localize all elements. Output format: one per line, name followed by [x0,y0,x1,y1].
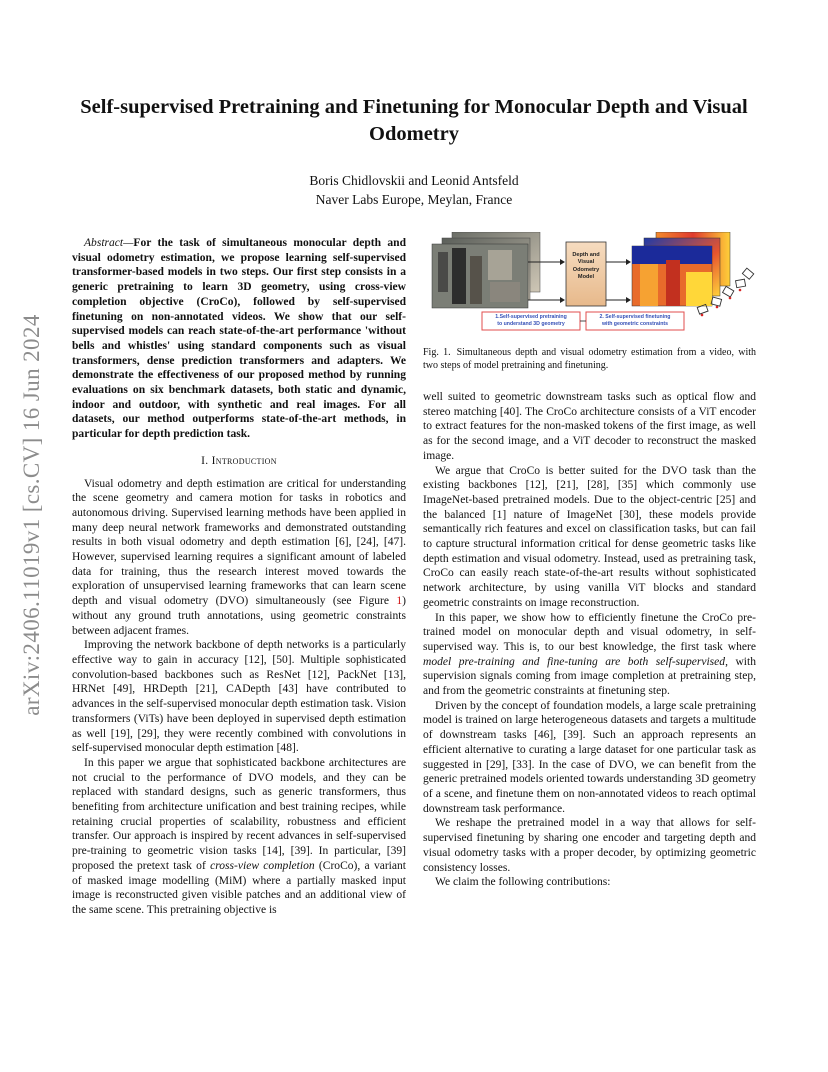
right-paragraph-3: Driven by the concept of foundation models, a large scale pretraining model is trained on large heterogeneous datasets and targets a multitude of downstream tasks [46], [39]. Such an approach represents an efficient alternative to curating a large dataset for one particular task as suggested in [29], [33]. In the case of DVO, we can benefit from the generic pretrained models oriented towards understanding 3D geometry of a scene, and finetune them on non-annotated videos to reach optimal downstream task performance. [423,699,756,815]
intro-paragraph-1: Visual odometry and depth estimation are critical for understanding the scene geometry and camera motion for tasks in robotics and autonomous driving. Supervised learning methods have been applied in many deep neural network frameworks and demonstrated outstanding results in both visual odometry and depth estimation [6], [24], [47]. However, supervised learning requires a significant amount of labeled data for training, thus the research interest moved towards the exploration of unsupervised learning frameworks that can learn scene depth and visual odometry (DVO) simultaneously (see Figure 1) without any ground truth annotations, using geometric constraints between adjacent frames. [72,477,406,637]
right-paragraph-5: We claim the following contributions: [435,876,611,889]
figure-label: Fig. 1. [423,347,451,358]
author-block [70,171,758,209]
figure-link[interactable]: 1 [396,595,403,608]
right-paragraph-2: In this paper, we show how to efficiently finetune the CroCo pre-trained model on monocular depth and visual odometry, in self-supervised way. This is, to our best knowledge, the first task where model pre-training and fine-tuning are both self-supervised, with supervision signals coming from image completion at pretraining step, and from the geometric constraints at finetuning step. [423,611,756,698]
right-paragraph-0: well suited to geometric downstream tasks such as optical flow and stereo matching [40]. The CroCo architecture consists of a ViT encoder to extract features for the non-masked tokens of the first image, as well as for the second image, and a ViT decoder to reconstruct the masked image. [423,391,756,462]
arxiv-sidebar [14,280,50,750]
authors: Boris Chidlovskii and Leonid Antsfeld [309,173,519,188]
right-paragraph-4: We reshape the pretrained model in a way that allows for self-supervised finetuning by sharing one encoder and targeting depth and visual odometry tasks with a proper decoder, by optimizing geometric consistency losses. [423,817,756,874]
paper-title: Self-supervised Pretraining and Finetuning for Monocular Depth and Visual Odometry [80,96,748,145]
left-column [72,236,406,918]
figure-1-caption [423,347,756,372]
right-column [423,390,756,890]
step2-label: 2. Self-supervised finetuning with geometric constraints [599,314,671,327]
abstract-label: Abstract— [84,237,134,249]
step1-label: 1.Self-supervised pretraining to understand 3D geometry [495,314,567,327]
intro-paragraph-3: In this paper we argue that sophisticated backbone architectures are not crucial to the performance of DVO models, and they can be replaced with standard designs, such as generic transformers, thus benefiting from architecture unification and best training recipes, while retaining crucial properties of scalability, robustness and efficient transfer. Our approach is inspired by recent advances in self-supervised pre-training to geometric vision tasks [14], [39]. In particular, [39] proposed the pretext task of cross-view completion (CroCo), a variant of masked image modelling (MiM) where a partially masked input image is reconstructed given visible patches and an additional view of the same scene. This pretraining objective is [72,756,406,916]
section-heading-introduction: I. Introduction [201,454,277,467]
figure-caption-text: Simultaneous depth and visual odometry estimation from a video, with two steps of model pretraining and finetuning. [423,347,757,371]
abstract-text: For the task of simultaneous monocular depth and visual odometry estimation, we propose learning self-supervised transformer-based models in two steps. Our first step consists in a generic pretraining to learn 3D geometry, using cross-view completion objective (CroCo), followed by self-supervised finetuning on non-annotated videos. We show that our self-supervised models can reach state-of-the-art performance 'without bells and whistles' using standard components such as visual transformers, dense prediction transformers and adapters. We demonstrate the effectiveness of our proposed method by running evaluations on six benchmark datasets, both static and dynamic, indoor and outdoor, with synthetic and real images. For all datasets, our method outperforms state-of-the-art methods, in particular for depth prediction task. [72,237,406,441]
abstract [72,236,406,442]
right-paragraph-1: We argue that CroCo is better suited for the DVO task than the existing backbones [12], [21], [28], [35] which commonly use ImageNet-based pretrained models. Due to the object-centric [25] and the balanced [1] nature of ImageNet [30], these models provide semantically rich features and excel on classification tasks, but can fail to capture structural information critical for dense geometric tasks like depth estimation and visual odometry. Instead, used as pretraining task, CroCo can easily reach state-of-the-art results without sophisticated network architecture, by using vanilla ViT blocks and standard geometric constraints on image reconstruction. [423,464,756,609]
intro-paragraph-2: Improving the network backbone of depth networks is a particularly effective way to gain in accuracy [12], [50]. Multiple sophisticated convolution-based backbones such as ResNet [12], PackNet [13], HRNet [49], HRDepth [21], CADepth [43] have contributed to advances in the self-supervised monocular depth estimation task. Vision transformers (ViTs) have been deployed in supervised depth estimation as well [19], [29], they were recently combined with convolutions in self-supervised monocular depth estimation [48]. [72,639,406,755]
model-label: Depth and Visual Odometry Model [572,252,600,281]
figure-1 [430,232,756,336]
affiliation: Naver Labs Europe, Meylan, France [315,192,513,207]
arxiv-id: arXiv:2406.11019v1 [cs.CV] 16 Jun 2024 [19,314,44,716]
